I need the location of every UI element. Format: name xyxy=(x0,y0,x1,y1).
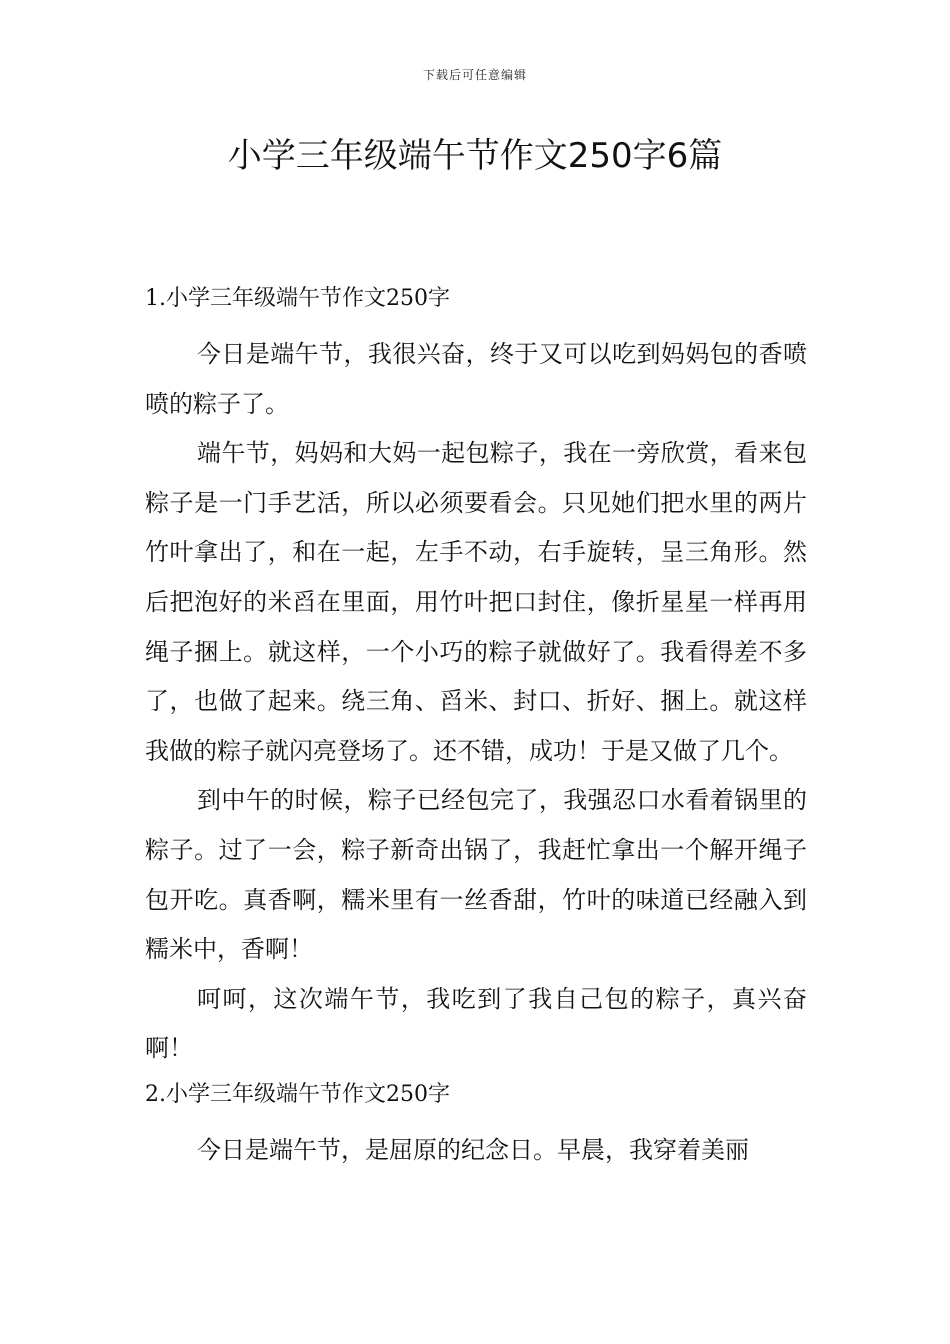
paragraph: 到中午的时候，粽子已经包完了，我强忍口水看着锅里的粽子。过了一会，粽子新奇出锅了，我赶忙拿出一个解开绳子包开吃。真香啊，糯米里有一丝香甜，竹叶的味道已经融入到糯米中，香啊！ xyxy=(145,786,807,964)
section-heading: 1.小学三年级端午节作文250字 xyxy=(145,286,450,311)
section-heading: 2.小学三年级端午节作文250字 xyxy=(145,1081,450,1107)
essay-section-2 xyxy=(145,1076,807,1176)
paragraph: 呵呵，这次端午节，我吃到了我自己包的粽子，真兴奋啊！ xyxy=(145,984,807,1063)
document-title: 小学三年级端午节作文250字6篇 xyxy=(227,136,723,176)
paragraph: 端午节，妈妈和大妈一起包粽子，我在一旁欣赏，看来包粽子是一门手艺活，所以必须要看会。只见她们把水里的两片竹叶拿出了，和在一起，左手不动，右手旋转，呈三角形。然后把泡好的米舀在里面，用竹叶把口封住，像折星星一样再用绳子捆上。就这样，一个小巧的粽子就做好了。我看得差不多了，也做了起来。绕三角、舀米、封口、折好、捆上。就这样我做的粽子就闪亮登场了。还不错，成功！于是又做了几个。 xyxy=(145,439,807,765)
paragraph: 今日是端午节，是屈原的纪念日。早晨，我穿着美丽 xyxy=(197,1135,749,1164)
header-note: 下载后可任意编辑 xyxy=(422,68,527,82)
essay-section-1 xyxy=(145,280,807,1074)
paragraph: 今日是端午节，我很兴奋，终于又可以吃到妈妈包的香喷喷的粽子了。 xyxy=(145,340,807,418)
document-body xyxy=(145,280,807,1176)
